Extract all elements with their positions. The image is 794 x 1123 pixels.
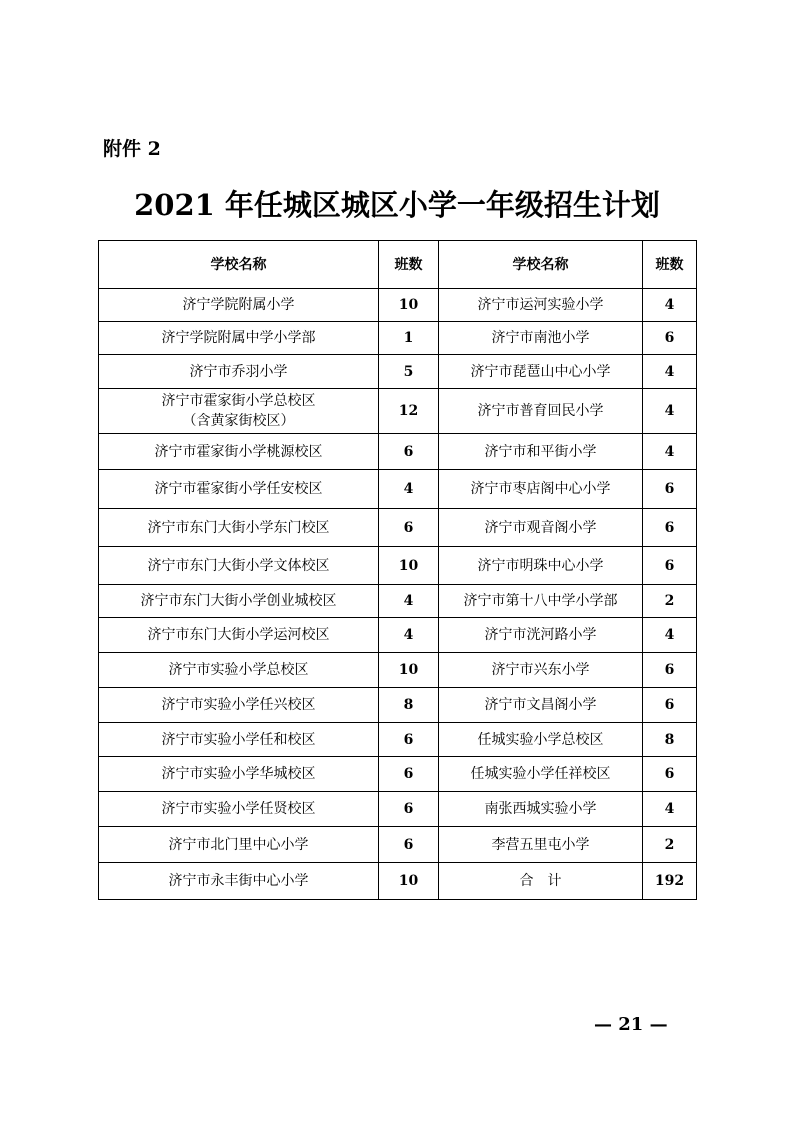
school-name-left <box>99 863 379 900</box>
class-count-left: 6 <box>379 509 439 547</box>
school-name-right: 济宁市枣店阁中心小学 <box>439 470 643 509</box>
attachment-label: 附件 2 <box>103 138 161 160</box>
school-name-text: 济宁市东门大街小学运河校区 <box>147 627 330 643</box>
table-row <box>99 509 697 547</box>
enrollment-plan-table <box>98 240 697 900</box>
school-name-left <box>99 355 379 389</box>
class-count-left: 10 <box>379 289 439 322</box>
school-name-right: 济宁市文昌阁小学 <box>439 688 643 723</box>
school-name-text: 济宁学院附属小学 <box>182 297 295 313</box>
school-name-text: 济宁学院附属中学小学部 <box>161 330 316 346</box>
school-name-text: 济宁市霍家街小学任安校区 <box>154 481 323 497</box>
class-count-right: 8 <box>643 723 697 757</box>
school-name-text: 济宁市实验小学任和校区 <box>161 731 316 748</box>
school-name-left <box>99 653 379 688</box>
class-count-left: 4 <box>379 470 439 509</box>
school-name-text: 济宁市永丰街中心小学 <box>168 873 309 889</box>
school-name-text: 济宁市东门大街小学文体校区 <box>147 557 330 574</box>
school-name-left <box>99 322 379 355</box>
table-row <box>99 723 697 757</box>
table-row <box>99 653 697 688</box>
school-name-right: 合 计 <box>439 863 643 900</box>
class-count-left: 10 <box>379 547 439 585</box>
class-count-right: 4 <box>643 434 697 470</box>
page-number: — 21 — <box>594 1014 668 1035</box>
class-count-right: 2 <box>643 827 697 863</box>
school-name-right: 济宁市运河实验小学 <box>439 289 643 322</box>
class-count-left: 6 <box>379 757 439 792</box>
school-name-note: （含黄家街校区） <box>182 413 295 429</box>
class-count-left: 4 <box>379 585 439 618</box>
school-name-text: 济宁市乔羽小学 <box>189 363 288 380</box>
school-name-right: 济宁市和平街小学 <box>439 434 643 470</box>
school-name-right: 济宁市洸河路小学 <box>439 618 643 653</box>
school-name-left <box>99 289 379 322</box>
school-name-right: 济宁市明珠中心小学 <box>439 547 643 585</box>
class-count-left: 6 <box>379 792 439 827</box>
class-count-left: 4 <box>379 618 439 653</box>
school-name-left <box>99 827 379 863</box>
class-count-right: 2 <box>643 585 697 618</box>
class-count-left: 10 <box>379 653 439 688</box>
school-name-right: 济宁市琵琶山中心小学 <box>439 355 643 389</box>
school-name-right: 济宁市观音阁小学 <box>439 509 643 547</box>
school-name-left <box>99 688 379 723</box>
class-count-right: 4 <box>643 792 697 827</box>
table-header-row <box>99 241 697 289</box>
school-name-text: 济宁市霍家街小学桃源校区 <box>154 443 323 460</box>
school-name-left <box>99 723 379 757</box>
class-count-right: 192 <box>643 863 697 900</box>
school-name-text: 济宁市东门大街小学东门校区 <box>147 519 330 536</box>
class-count-right: 4 <box>643 289 697 322</box>
class-count-left: 6 <box>379 827 439 863</box>
document-title: 2021 年任城区城区小学一年级招生计划 <box>134 188 660 222</box>
class-count-right: 6 <box>643 509 697 547</box>
table-row <box>99 863 697 900</box>
table-row <box>99 792 697 827</box>
class-count-left: 10 <box>379 863 439 900</box>
school-name-left <box>99 618 379 653</box>
header-classes-left: 班数 <box>379 241 439 289</box>
school-name-right: 济宁市南池小学 <box>439 322 643 355</box>
class-count-right: 6 <box>643 688 697 723</box>
table-row <box>99 585 697 618</box>
header-classes-right: 班数 <box>643 241 697 289</box>
table-row <box>99 618 697 653</box>
table-row <box>99 434 697 470</box>
table-row <box>99 289 697 322</box>
school-name-left <box>99 509 379 547</box>
table-row <box>99 827 697 863</box>
school-name-left <box>99 389 379 434</box>
school-name-left <box>99 757 379 792</box>
school-name-text: 济宁市实验小学任兴校区 <box>161 697 316 713</box>
table-row <box>99 688 697 723</box>
class-count-left: 8 <box>379 688 439 723</box>
school-name-right: 李营五里屯小学 <box>439 827 643 863</box>
school-name-left <box>99 547 379 585</box>
school-name-left <box>99 470 379 509</box>
class-count-left: 1 <box>379 322 439 355</box>
school-name-text: 济宁市北门里中心小学 <box>168 836 309 853</box>
school-name-right: 济宁市普育回民小学 <box>439 389 643 434</box>
class-count-left: 12 <box>379 389 439 434</box>
class-count-left: 5 <box>379 355 439 389</box>
class-count-right: 4 <box>643 618 697 653</box>
class-count-right: 4 <box>643 389 697 434</box>
class-count-left: 6 <box>379 434 439 470</box>
school-name-right: 南张西城实验小学 <box>439 792 643 827</box>
table-row <box>99 355 697 389</box>
school-name-right: 任城实验小学总校区 <box>439 723 643 757</box>
class-count-right: 6 <box>643 757 697 792</box>
school-name-text: 济宁市实验小学华城校区 <box>161 766 316 782</box>
table-row <box>99 322 697 355</box>
school-name-left <box>99 585 379 618</box>
class-count-right: 6 <box>643 470 697 509</box>
table-row <box>99 389 697 434</box>
school-name-text: 济宁市实验小学总校区 <box>168 662 309 678</box>
table-row <box>99 757 697 792</box>
school-name-text: 济宁市实验小学任贤校区 <box>161 801 316 817</box>
school-name-right: 济宁市第十八中学小学部 <box>439 585 643 618</box>
school-name-left <box>99 434 379 470</box>
class-count-right: 6 <box>643 322 697 355</box>
class-count-right: 4 <box>643 355 697 389</box>
table-row <box>99 470 697 509</box>
school-name-right: 任城实验小学任祥校区 <box>439 757 643 792</box>
school-name-text: 济宁市东门大街小学创业城校区 <box>140 593 337 609</box>
class-count-right: 6 <box>643 653 697 688</box>
header-school-name-left: 学校名称 <box>99 241 379 289</box>
table-row <box>99 547 697 585</box>
school-name-text: 济宁市霍家街小学总校区 <box>161 393 316 409</box>
class-count-right: 6 <box>643 547 697 585</box>
table-body <box>99 289 697 900</box>
school-name-right: 济宁市兴东小学 <box>439 653 643 688</box>
class-count-left: 6 <box>379 723 439 757</box>
school-name-left <box>99 792 379 827</box>
header-school-name-right: 学校名称 <box>439 241 643 289</box>
